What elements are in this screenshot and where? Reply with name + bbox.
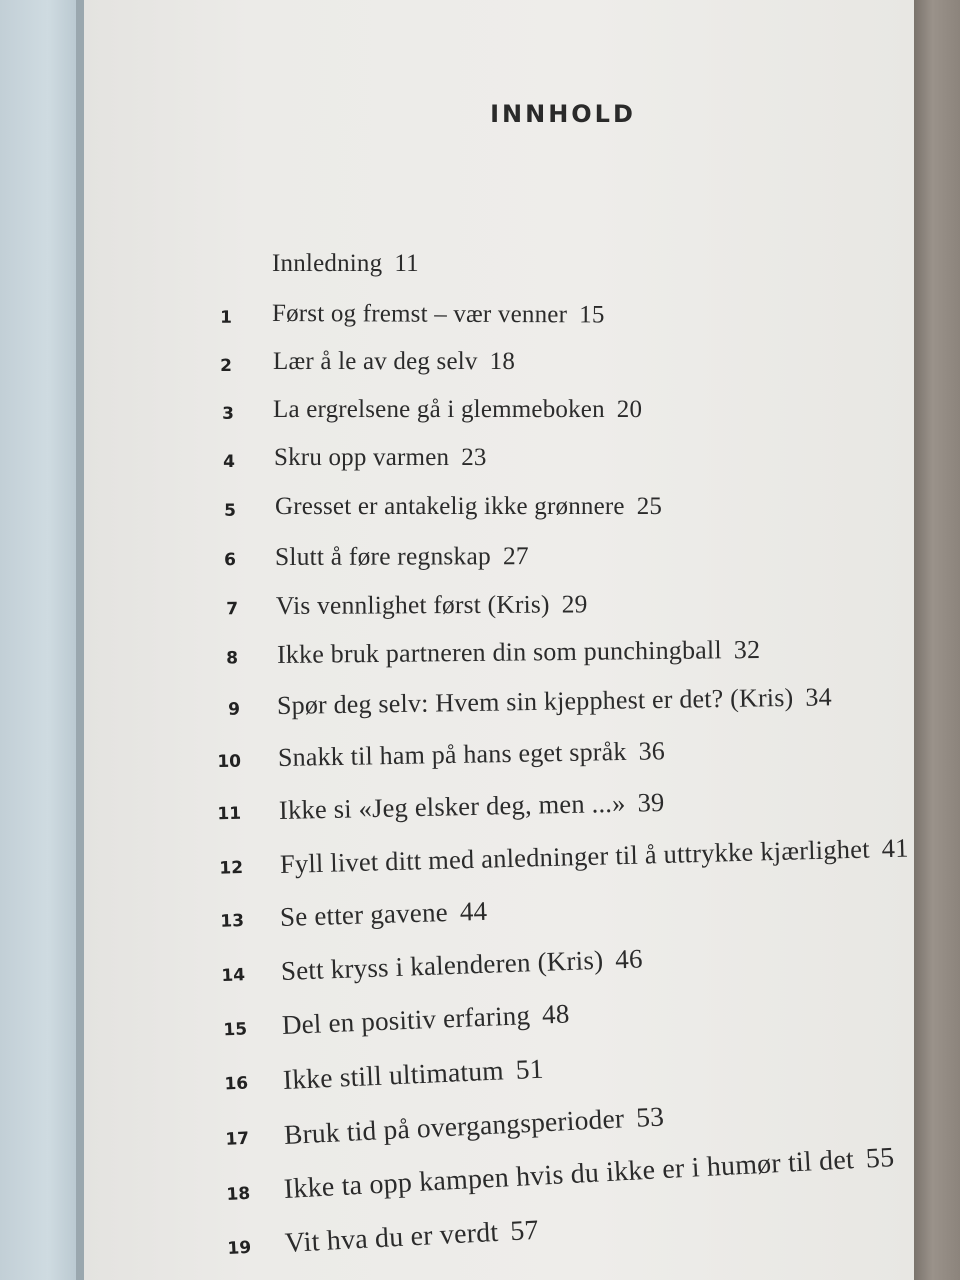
page-number: 34 [805,682,833,712]
page-number: 55 [865,1142,896,1175]
page-number: 48 [541,998,571,1030]
toc-entry [84,394,884,430]
chapter-number: 2 [220,356,232,376]
page-number: 18 [489,348,516,375]
chapter-title-line [272,300,605,329]
chapter-title: Se etter gavene [279,897,449,932]
chapter-title: Del en positiv erfaring [281,1000,531,1040]
page-number: 11 [394,250,419,277]
toc-entry [84,586,884,626]
chapter-number: 7 [226,599,239,620]
chapter-title: Ikke still ultimatum [282,1054,505,1095]
chapter-title: Skru opp varmen [274,444,450,471]
page-number: 20 [616,396,643,423]
chapter-title-line [283,1142,895,1206]
page-number: 32 [733,634,761,665]
chapter-title: Innledning [272,250,383,277]
page-number: 39 [637,786,665,818]
chapter-number: 12 [219,857,244,879]
book-cover-edge [0,0,80,1280]
chapter-title: Lær å le av deg selv [273,348,478,375]
chapter-title-line [277,635,761,670]
toc-entry [84,831,909,888]
chapter-title: Ikke ta opp kampen hvis du ikke er i humør til det [283,1144,855,1205]
chapter-title-line [284,1215,539,1260]
toc-entry [84,882,885,942]
page-gutter [76,0,84,1280]
toc-entry [84,780,885,833]
chapter-title-line [273,348,515,376]
chapter-title-line [278,736,666,773]
chapter-number: 16 [224,1073,249,1095]
page-number: 53 [635,1100,665,1133]
chapter-title-line [283,1100,665,1151]
toc-entry [84,248,884,284]
chapter-number: 13 [220,911,245,932]
page-number: 46 [614,943,644,975]
chapter-number: 14 [221,965,246,987]
chapter-title: Bruk tid på overgangsperioder [283,1102,625,1150]
chapter-title: Gresset er antakelig ikke grønnere [275,493,625,520]
toc-entry [84,730,885,780]
chapter-title-line [273,396,642,424]
chapter-title-line [277,682,832,721]
toc-entry [84,442,884,478]
toc-entry [84,679,884,728]
chapter-title-line [281,998,570,1041]
chapter-number: 19 [226,1237,252,1260]
toc-entry [84,491,884,527]
chapter-number: 4 [223,452,235,472]
chapter-title: Ikke si «Jeg elsker deg, men ...» [278,787,626,825]
table-surface [914,0,960,1280]
chapter-title: Først og fremst – vær venner [271,300,568,329]
chapter-title-line [280,943,643,987]
chapter-title-line [276,589,588,621]
page-number: 41 [881,832,909,864]
chapter-number: 3 [222,404,234,424]
chapter-title: Ikke bruk partneren din som punchingball [276,635,722,669]
chapter-number: 18 [225,1183,251,1206]
chapter-title: Slutt å føre regnskap [274,541,491,571]
chapter-title: La ergrelsene gå i glemmeboken [273,396,605,423]
chapter-title: Vit hva du er verdt [284,1216,500,1259]
chapter-title-line [274,444,487,472]
chapter-title-line [272,250,419,278]
chapter-number: 6 [224,550,237,571]
chapter-number: 5 [224,501,236,521]
page-number: 29 [561,589,588,619]
chapter-title-line [280,833,909,880]
chapter-number: 9 [228,699,241,720]
chapter-title: Spør deg selv: Hvem sin kjepphest er det? (Kris) [276,682,794,720]
chapter-number: 8 [226,648,239,669]
chapter-title-line [282,1053,544,1096]
chapter-title: Fyll livet ditt med anledninger til å uttrykke kjærlighet [279,833,871,879]
page-number: 57 [509,1214,540,1248]
chapter-number: 11 [217,803,242,825]
chapter-number: 10 [217,751,242,773]
toc-entry [83,933,884,997]
page-number: 25 [636,493,663,520]
chapter-number: 17 [225,1128,250,1150]
chapter-title: Sett kryss i kalenderen (Kris) [280,944,604,986]
page-number: 51 [515,1052,545,1085]
toc-entry [84,538,884,577]
page-number: 15 [579,301,605,329]
book-page [84,0,914,1280]
page-number: 44 [459,895,488,927]
page-number: 23 [461,444,487,471]
table-of-contents [84,0,914,1280]
toc-entry [84,632,884,676]
chapter-number: 1 [220,307,233,328]
chapter-title-line [275,541,529,572]
toc-entry [84,297,884,336]
chapter-title: Snakk til ham på hans eget språk [277,736,627,772]
page-number: 36 [638,736,666,766]
chapter-title-line [279,787,665,826]
page-number: 27 [502,541,529,571]
chapter-title-line [280,896,488,933]
toc-entry [84,346,884,382]
chapter-title: Vis vennlighet først (Kris) [275,589,550,620]
page-title: INNHOLD [490,100,636,128]
chapter-title-line [275,493,662,521]
chapter-number: 15 [223,1019,248,1041]
